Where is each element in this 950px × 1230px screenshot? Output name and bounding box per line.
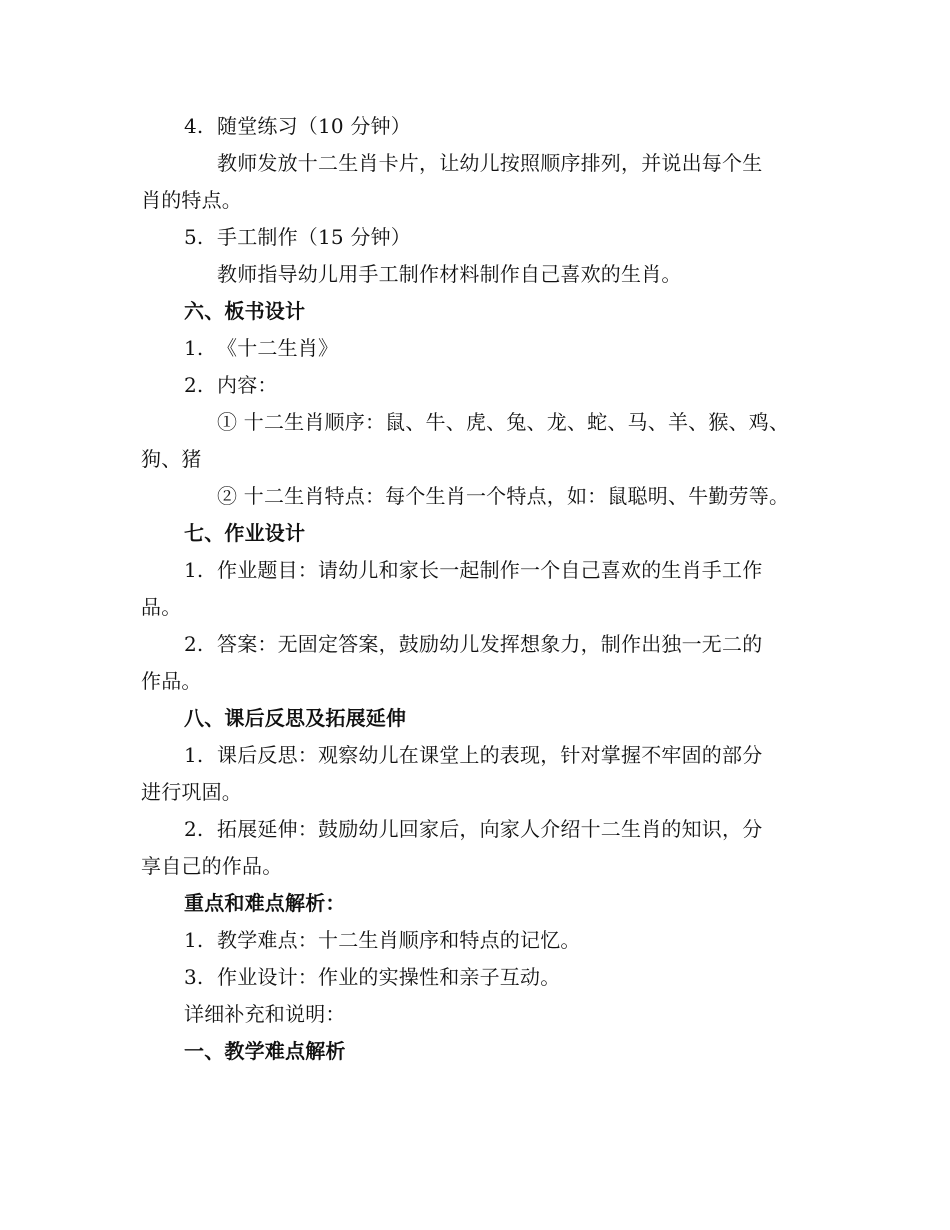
section-heading: 重点和难点解析： [184,891,346,915]
paragraph-line: ② 十二生肖特点：每个生肖一个特点，如：鼠聪明、牛勤劳等。 [217,484,790,508]
section-heading: 七、作业设计 [184,521,306,545]
list-number: 4. [184,114,204,138]
list-number: 1. [184,743,204,767]
list-number: 1. [184,336,204,360]
document-body [141,108,841,1070]
paragraph-line: 肖的特点。 [141,188,242,212]
list-item-text: 教学难点：十二生肖顺序和特点的记忆。 [217,928,581,952]
list-number: 5. [184,225,204,249]
list-item [141,737,841,774]
list-item-text: 随堂练习（10 分钟） [217,114,412,138]
list-item-text: 拓展延伸：鼓励幼儿回家后，向家人介绍十二生肖的知识，分 [217,817,763,841]
list-item [141,552,841,589]
paragraph-line: 享自己的作品。 [141,854,283,878]
list-item-text: 课后反思：观察幼儿在课堂上的表现，针对掌握不牢固的部分 [217,743,763,767]
paragraph-line: 详细补充和说明： [184,1002,346,1026]
list-number: 1. [184,558,204,582]
list-number: 2. [184,373,204,397]
paragraph-line: 狗、猪 [141,447,202,471]
list-item-text: 内容： [217,373,278,397]
section-heading: 八、课后反思及拓展延伸 [184,706,407,730]
list-number: 3. [184,965,204,989]
list-item [141,626,841,663]
paragraph-line: 教师发放十二生肖卡片，让幼儿按照顺序排列，并说出每个生 [217,151,763,175]
section-heading: 六、板书设计 [184,299,306,323]
list-item-text: 作业设计：作业的实操性和亲子互动。 [217,965,561,989]
paragraph-line: 进行巩固。 [141,780,242,804]
list-item [141,219,841,256]
list-item [141,922,841,959]
list-item [141,330,841,367]
list-number: 1. [184,928,204,952]
paragraph-line: 作品。 [141,669,202,693]
list-item-text: 手工制作（15 分钟） [217,225,412,249]
list-item [141,367,841,404]
section-heading: 一、教学难点解析 [184,1039,346,1063]
list-number: 2. [184,817,204,841]
list-item-text: 答案：无固定答案，鼓励幼儿发挥想象力，制作出独一无二的 [217,632,763,656]
list-item [141,811,841,848]
list-number: 2. [184,632,204,656]
paragraph-line: 品。 [141,595,182,619]
paragraph-line: 教师指导幼儿用手工制作材料制作自己喜欢的生肖。 [217,262,682,286]
paragraph-line: ① 十二生肖顺序：鼠、牛、虎、兔、龙、蛇、马、羊、猴、鸡、 [217,410,790,434]
list-item-text: 作业题目：请幼儿和家长一起制作一个自己喜欢的生肖手工作 [217,558,763,582]
list-item [141,108,841,145]
list-item [141,959,841,996]
list-item-text: 《十二生肖》 [217,336,339,360]
